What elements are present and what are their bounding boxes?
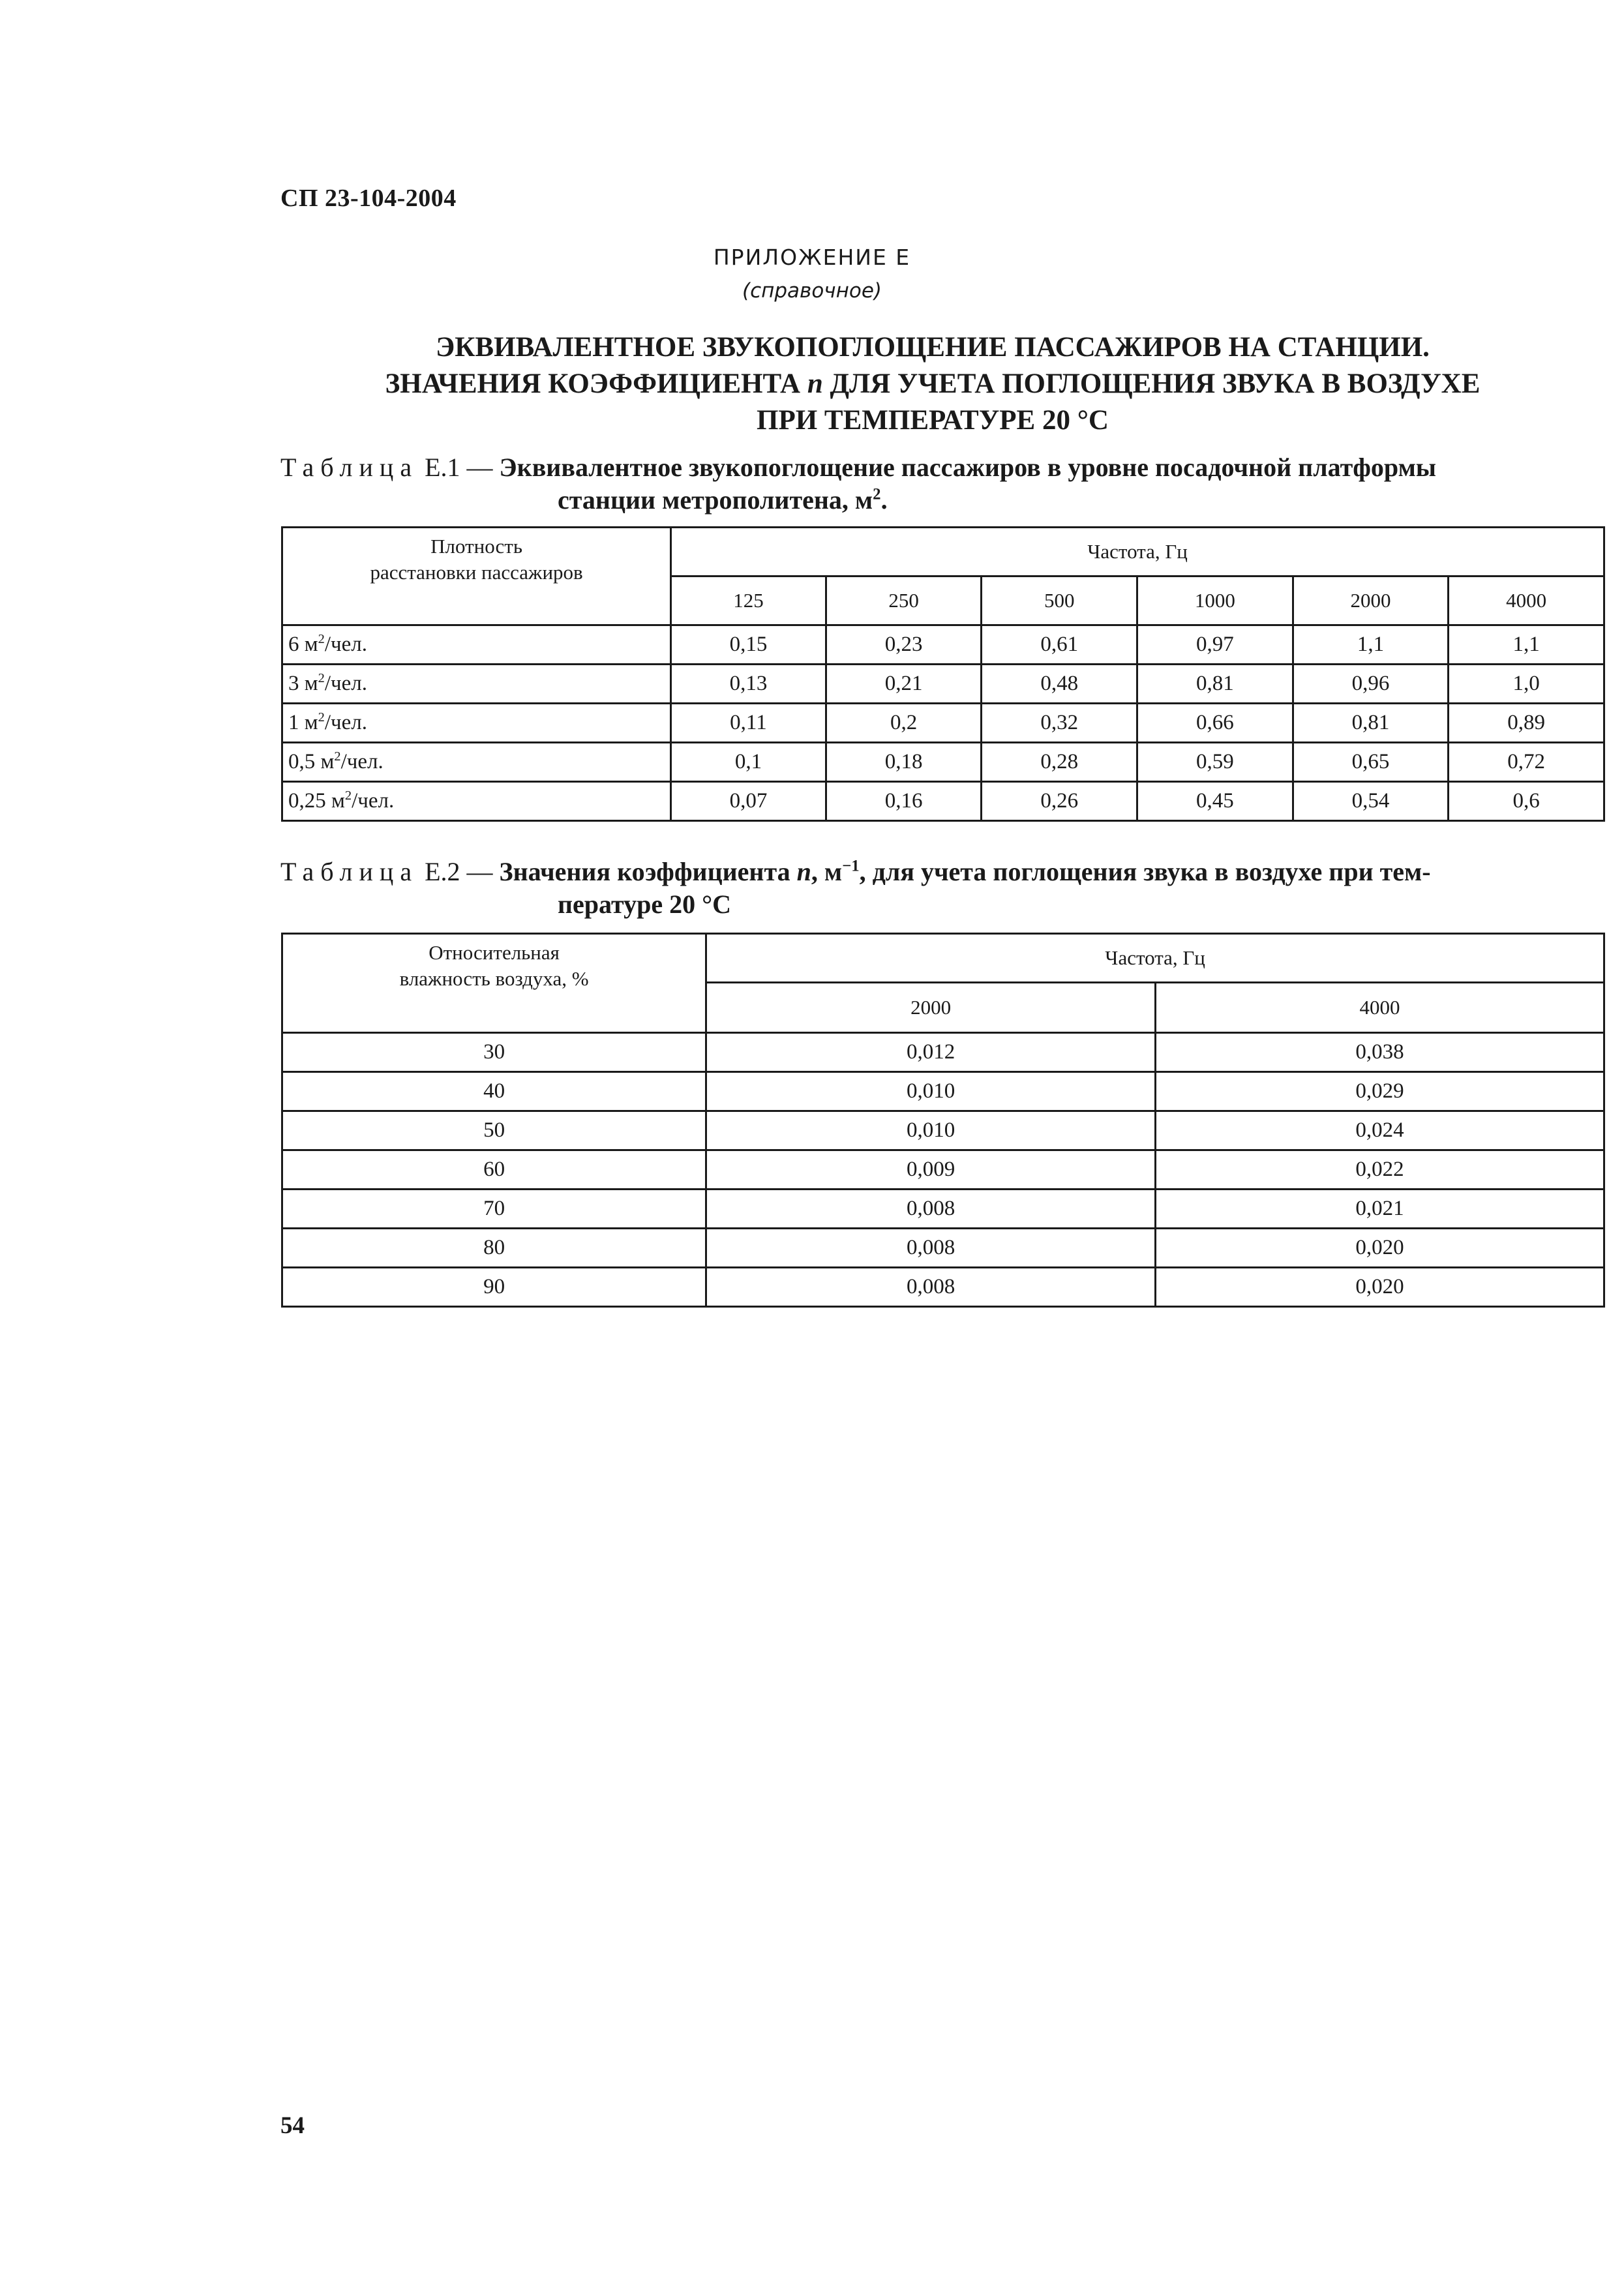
page-number: 54 (280, 2112, 305, 2139)
title-line-2-part-b: ДЛЯ УЧЕТА ПОГЛОЩЕНИЯ ЗВУКА В ВОЗДУХЕ (822, 368, 1481, 399)
title-line-2-part-a: ЗНАЧЕНИЯ КОЭФФИЦИЕНТА (385, 368, 807, 399)
table1-label: Таблица (280, 453, 419, 482)
table-cell: 0,81 (1137, 665, 1293, 704)
density-unit: /чел. (324, 633, 367, 656)
table-cell: 0,038 (1156, 1033, 1604, 1072)
table-cell: 0,59 (1137, 743, 1293, 782)
humidity-cell: 30 (282, 1033, 706, 1072)
density-sup: 2 (318, 710, 325, 725)
table-cell: 0,97 (1137, 625, 1293, 665)
table-cell: 0,11 (671, 704, 826, 743)
table2-caption-part-a: Значения коэффициента (499, 857, 797, 886)
table-row (282, 1033, 1604, 1072)
table-cell: 0,96 (1293, 665, 1449, 704)
table-row (282, 1229, 1604, 1268)
table2-label: Таблица (280, 857, 419, 886)
density-value: 0,5 м (288, 750, 335, 773)
table-cell: 0,54 (1293, 782, 1449, 821)
table-cell: 0,1 (671, 743, 826, 782)
table1-caption (280, 451, 1604, 517)
density-cell (282, 625, 671, 665)
table1-caption-line2-wrap (280, 484, 1604, 517)
table2-row-header-line1: Относительная (429, 941, 560, 964)
humidity-cell: 90 (282, 1268, 706, 1307)
title-line-2 (287, 366, 1578, 402)
table1-row-header (282, 528, 671, 625)
table-cell: 1,1 (1449, 625, 1604, 665)
humidity-cell: 60 (282, 1150, 706, 1190)
table1-freq-cell: 125 (671, 576, 826, 625)
table-row (282, 743, 1604, 782)
table1-freq-cell: 4000 (1449, 576, 1604, 625)
table-cell: 0,89 (1449, 704, 1604, 743)
density-sup: 2 (318, 671, 325, 685)
table1-freq-cell: 500 (982, 576, 1137, 625)
table-row (282, 782, 1604, 821)
table-row (282, 1072, 1604, 1111)
table-cell: 0,021 (1156, 1190, 1604, 1229)
table-cell: 0,008 (706, 1268, 1156, 1307)
title-line-1: ЭКВИВАЛЕНТНОЕ ЗВУКОПОГЛОЩЕНИЕ ПАССАЖИРОВ НА СТАНЦИИ. (436, 332, 1430, 363)
table-row (282, 665, 1604, 704)
table2-number: Е.2 — (418, 857, 500, 886)
density-value: 3 м (288, 672, 318, 695)
title-n-symbol: n (807, 368, 823, 399)
table-cell: 0,2 (826, 704, 982, 743)
table2-caption-part-b: , м (811, 857, 843, 886)
density-unit: /чел. (324, 711, 367, 734)
table-cell: 0,16 (826, 782, 982, 821)
table-cell: 0,009 (706, 1150, 1156, 1190)
table-cell: 0,022 (1156, 1150, 1604, 1190)
table1-row-header-line2: расстановки пассажиров (370, 561, 583, 584)
table-cell: 0,72 (1449, 743, 1604, 782)
appendix-label: ПРИЛОЖЕНИЕ Е (713, 245, 911, 270)
table-cell: 0,15 (671, 625, 826, 665)
table2-caption (280, 856, 1604, 921)
table2-caption-line1 (500, 856, 1431, 888)
table2-body (282, 1033, 1604, 1307)
table-cell: 0,23 (826, 625, 982, 665)
table-cell: 0,48 (982, 665, 1137, 704)
density-cell (282, 782, 671, 821)
table1-caption-line1: Эквивалентное звукопоглощение пассажиров в уровне посадочной платформы (499, 453, 1437, 482)
humidity-cell: 50 (282, 1111, 706, 1150)
table1-row-header-line1: Плотность (430, 535, 522, 558)
table-cell: 0,010 (706, 1111, 1156, 1150)
table-cell: 0,07 (671, 782, 826, 821)
table1-freq-cell: 250 (826, 576, 982, 625)
table-cell: 0,029 (1156, 1072, 1604, 1111)
table-cell: 0,008 (706, 1229, 1156, 1268)
density-sup: 2 (318, 632, 325, 646)
density-value: 1 м (288, 711, 318, 734)
density-unit: /чел. (352, 789, 395, 813)
table2-caption-part-c: , для учета поглощения звука в воздухе при тем- (859, 857, 1431, 886)
table-row (282, 1268, 1604, 1307)
table-row (282, 1111, 1604, 1150)
table1-freq-cell: 1000 (1137, 576, 1293, 625)
table1-number: Е.1 — (418, 453, 500, 482)
table-cell: 0,008 (706, 1190, 1156, 1229)
humidity-cell: 80 (282, 1229, 706, 1268)
table2-freq-header: Частота, Гц (706, 934, 1604, 983)
table1-caption-line2: станции метрополитена, м (558, 485, 873, 515)
table-cell: 1,1 (1293, 625, 1449, 665)
table-cell: 0,28 (982, 743, 1137, 782)
table1-caption-sup: 2 (873, 485, 881, 503)
table-cell: 0,020 (1156, 1229, 1604, 1268)
table1 (281, 526, 1605, 822)
table1-freq-header: Частота, Гц (671, 528, 1604, 576)
table-row (282, 1150, 1604, 1190)
title-line-3: ПРИ ТЕМПЕРАТУРЕ 20 °С (757, 405, 1109, 436)
density-sup: 2 (344, 788, 352, 803)
density-sup: 2 (334, 749, 341, 764)
table2 (281, 933, 1605, 1308)
table1-freq-cell: 2000 (1293, 576, 1449, 625)
table-cell: 0,45 (1137, 782, 1293, 821)
table2-row-header-line2: влажность воздуха, % (399, 967, 589, 990)
table-cell: 0,66 (1137, 704, 1293, 743)
humidity-cell: 40 (282, 1072, 706, 1111)
table-cell: 0,13 (671, 665, 826, 704)
table-cell: 0,61 (982, 625, 1137, 665)
density-unit: /чел. (324, 672, 367, 695)
table-cell: 1,0 (1449, 665, 1604, 704)
humidity-cell: 70 (282, 1190, 706, 1229)
table-cell: 0,020 (1156, 1268, 1604, 1307)
table2-caption-sup: −1 (842, 857, 860, 875)
document-code: СП 23-104-2004 (280, 185, 457, 212)
table2-row-header (282, 934, 706, 1033)
appendix-title (287, 329, 1578, 439)
density-cell (282, 743, 671, 782)
table-cell: 0,024 (1156, 1111, 1604, 1150)
appendix-note: (справочное) (742, 279, 882, 303)
table2-freq-cell: 4000 (1156, 983, 1604, 1033)
table-cell: 0,32 (982, 704, 1137, 743)
table1-body (282, 625, 1604, 821)
table2-n-symbol: n (796, 857, 811, 886)
table-row (282, 625, 1604, 665)
table-cell: 0,21 (826, 665, 982, 704)
table-row (282, 704, 1604, 743)
table-cell: 0,18 (826, 743, 982, 782)
table-cell: 0,81 (1293, 704, 1449, 743)
density-value: 6 м (288, 633, 318, 656)
table2-freq-cell: 2000 (706, 983, 1156, 1033)
table1-caption-end: . (880, 485, 888, 515)
density-unit: /чел. (340, 750, 383, 773)
density-cell (282, 704, 671, 743)
table-cell: 0,65 (1293, 743, 1449, 782)
table-cell: 0,26 (982, 782, 1137, 821)
table-cell: 0,010 (706, 1072, 1156, 1111)
table-cell: 0,012 (706, 1033, 1156, 1072)
table2-caption-line2: пературе 20 °С (558, 890, 732, 919)
table-row (282, 1190, 1604, 1229)
density-cell (282, 665, 671, 704)
table-cell: 0,6 (1449, 782, 1604, 821)
density-value: 0,25 м (288, 789, 345, 813)
